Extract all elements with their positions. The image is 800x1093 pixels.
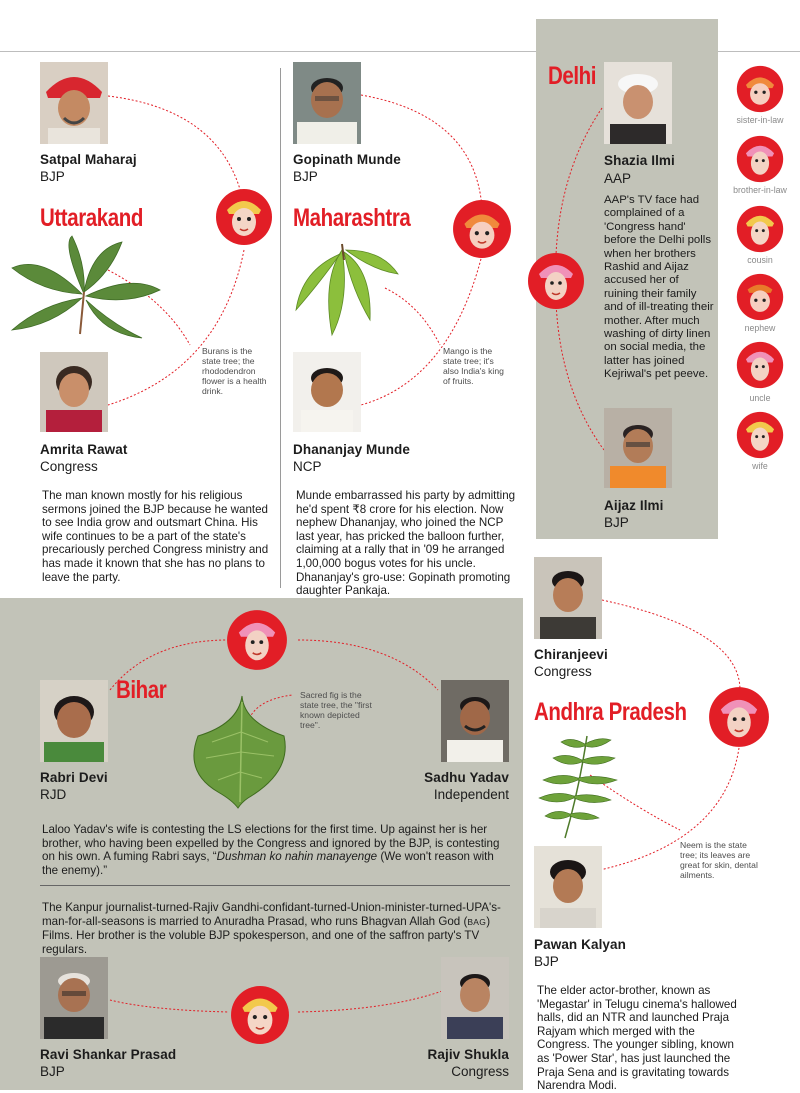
rabri-devi-name: Rabri Devi	[40, 770, 108, 785]
burans-leaf-illustration	[2, 234, 162, 344]
sadhu-yadav-party: Independent	[433, 787, 509, 802]
sacred-fig-leaf-illustration	[188, 692, 296, 810]
uttarakhand-state-title: Uttarakand	[40, 204, 143, 232]
doll-face-icon	[230, 985, 290, 1045]
rajiv-shukla-party: Congress	[451, 1064, 509, 1079]
chiranjeevi-party: Congress	[534, 664, 592, 679]
uttarakhand-story: The man known mostly for his religious sermons joined the BJP because he wanted to see India grow and outsmart China. His wife continues to be a part of the state's precariously perched Congress ministry and has made it known that she has no plans to leave the party.	[42, 489, 269, 584]
legend-label: wife	[752, 461, 768, 471]
doll-face-icon	[736, 411, 784, 459]
maharashtra-story: Munde embarrassed his party by admitting he'd spent ₹8 crore for his election. Now nephew Dhananjay, who joined the NCP last year, has pricked the balloon further, claiming at a rally that in '09 he arranged 1,00,000 bogus votes for his uncle. Dhananjay's gro-use: Gopinath promoting daughter Pankaja.	[296, 489, 516, 598]
legend-label: nephew	[744, 323, 776, 333]
doll-face-icon	[215, 188, 273, 246]
aijaz-ilmi-photo	[604, 408, 672, 488]
satpal-maharaj-name: Satpal Maharaj	[40, 152, 137, 167]
shazia-ilmi-name: Shazia Ilmi	[604, 153, 675, 168]
national-story-abbr: BAG	[467, 916, 487, 927]
doll-face-icon	[736, 135, 784, 183]
andhra-pradesh-state-title: Andhra Pradesh	[534, 698, 687, 726]
pawan-kalyan-photo	[534, 846, 602, 928]
bihar-story-text: Laloo Yadav's wife is contesting the LS elections for the first time. Up against her is her brother, who having been expelled by the Congress and ignored by the BJP, is contesting on his own. A fuming Rabri says, “	[42, 823, 500, 864]
dhananjay-munde-party: NCP	[293, 459, 322, 474]
ravi-shankar-prasad-party: BJP	[40, 1064, 65, 1079]
shazia-ilmi-photo	[604, 62, 672, 144]
chiranjeevi-photo	[534, 557, 602, 639]
doll-face-icon	[527, 252, 585, 310]
sadhu-yadav-name: Sadhu Yadav	[424, 770, 509, 785]
neem-note: Neem is the state tree; its leaves are great for skin, dental ailments.	[680, 840, 758, 880]
bihar-story	[42, 823, 512, 877]
doll-face-icon	[708, 686, 770, 748]
chiranjeevi-name: Chiranjeevi	[534, 647, 608, 662]
amrita-rawat-name: Amrita Rawat	[40, 442, 128, 457]
mango-note: Mango is the state tree; it's also India's king of fruits.	[443, 346, 504, 386]
rabri-devi-photo	[40, 680, 108, 762]
amrita-rawat-party: Congress	[40, 459, 98, 474]
doll-face-icon	[452, 199, 512, 259]
delhi-story: AAP's TV face had complained of a 'Congress hand' before the Delhi polls when her brothers Rashid and Aijaz accused her of ruining their family and of ill-treating their mother. After much washing of dirty linen on social media, the latter has joined Kejriwal's pet peeve.	[604, 194, 714, 381]
legend-label: uncle	[749, 393, 771, 403]
satpal-maharaj-party: BJP	[40, 169, 65, 184]
delhi-state-title: Delhi	[548, 62, 597, 90]
doll-face-icon	[736, 205, 784, 253]
gopinath-munde-party: BJP	[293, 169, 318, 184]
gopinath-munde-name: Gopinath Munde	[293, 152, 401, 167]
rajiv-shukla-photo	[441, 957, 509, 1039]
national-story-text-end: ) Films. Her brother is the voluble BJP spokesperson, and one of the saffron party's TV regulars.	[42, 914, 491, 956]
aijaz-ilmi-party: BJP	[604, 515, 629, 530]
mango-leaf-illustration	[292, 240, 402, 350]
bihar-story-text-end: (We won't reason with the enemy).”	[42, 850, 494, 877]
andhra-story: The elder actor-brother, known as 'Megastar' in Telugu cinema's hallowed halls, did an NTR and launched Praja Rajyam which merged with the Congress. The younger sibling, known as 'Power Star', has just launched the Praja Sena and is gravitating towards Narendra Modi.	[537, 984, 737, 1093]
sadhu-yadav-photo	[441, 680, 509, 762]
dhananjay-munde-photo	[293, 352, 361, 432]
rabri-devi-party: RJD	[40, 787, 67, 802]
shazia-ilmi-party: AAP	[604, 171, 632, 186]
amrita-rawat-photo	[40, 352, 108, 432]
legend-label: sister-in-law	[736, 115, 784, 125]
ravi-shankar-prasad-name: Ravi Shankar Prasad	[40, 1047, 177, 1062]
burans-note: Burans is the state tree; the rhododendron flower is a health drink.	[202, 346, 267, 396]
rajiv-shukla-name: Rajiv Shukla	[427, 1047, 509, 1062]
dhananjay-munde-name: Dhananjay Munde	[293, 442, 411, 457]
sacred-fig-note: Sacred fig is the state tree, the "first known depicted tree".	[300, 690, 372, 730]
doll-face-icon	[736, 65, 784, 113]
gopinath-munde-photo	[293, 62, 361, 144]
doll-face-icon	[226, 609, 288, 671]
doll-face-icon	[736, 273, 784, 321]
national-story-text: The Kanpur journalist-turned-Rajiv Gandhi-confidant-turned-Union-minister-turned-UPA's-man-for-all-seasons is married to Anuradha Prasad, who runs Bhagvan Allah God (	[42, 901, 501, 928]
maharashtra-state-title: Maharashtra	[293, 204, 411, 232]
pawan-kalyan-name: Pawan Kalyan	[534, 937, 626, 952]
bihar-story-quote: Dushman ko nahin manayenge	[216, 850, 378, 864]
national-story	[42, 901, 512, 956]
ravi-shankar-prasad-photo	[40, 957, 108, 1039]
pawan-kalyan-party: BJP	[534, 954, 559, 969]
doll-face-icon	[736, 341, 784, 389]
legend-label: cousin	[747, 255, 773, 265]
legend-label: brother-in-law	[733, 185, 787, 195]
neem-leaf-illustration	[535, 730, 625, 840]
satpal-maharaj-photo	[40, 62, 108, 144]
bihar-state-title: Bihar	[116, 676, 167, 704]
aijaz-ilmi-name: Aijaz Ilmi	[604, 498, 664, 513]
